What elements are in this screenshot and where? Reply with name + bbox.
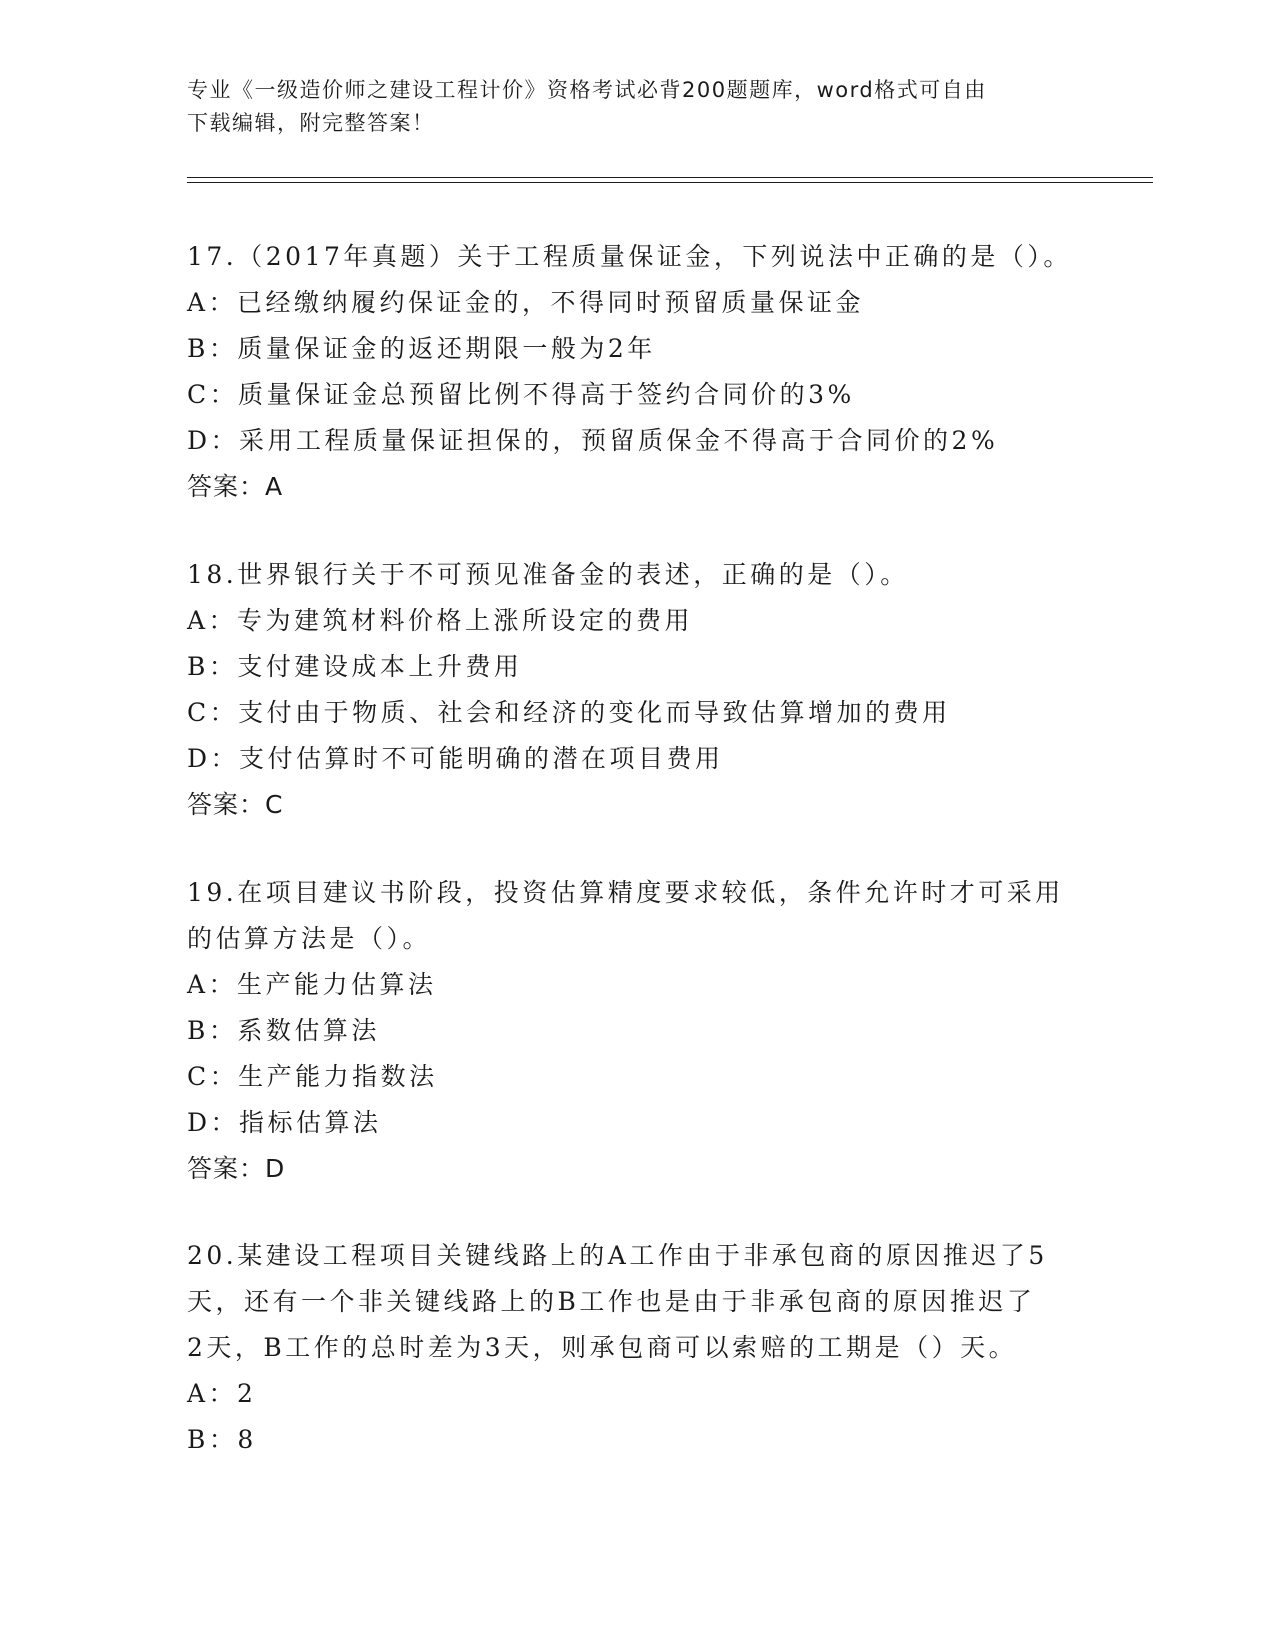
option-b: B：支付建设成本上升费用 <box>187 652 523 681</box>
question-19 <box>187 870 1087 1192</box>
answer-line: 答案：A <box>187 472 284 501</box>
question-18 <box>187 552 1087 828</box>
question-stem: 18.世界银行关于不可预见准备金的表述，正确的是（）。 <box>187 560 909 589</box>
question-stem-line-2: 天，还有一个非关键线路上的B工作也是由于非承包商的原因推迟了 <box>187 1287 1036 1316</box>
question-stem-line-2: 的估算方法是（）。 <box>187 924 432 953</box>
document-header <box>187 74 1067 140</box>
question-stem: 17.（2017年真题）关于工程质量保证金，下列说法中正确的是（）。 <box>187 242 1072 271</box>
header-divider-top <box>187 177 1153 178</box>
question-20 <box>187 1233 1087 1463</box>
option-b: B：系数估算法 <box>187 1016 380 1045</box>
option-b: B：8 <box>187 1425 257 1454</box>
option-a: A：2 <box>187 1379 257 1408</box>
answer-line: 答案：D <box>187 1154 286 1183</box>
option-c: C：支付由于物质、社会和经济的变化而导致估算增加的费用 <box>187 698 951 727</box>
header-divider-bottom <box>187 182 1153 183</box>
question-17 <box>187 234 1087 510</box>
question-stem-line-3: 2天，B工作的总时差为3天，则承包商可以索赔的工期是（）天。 <box>187 1333 1018 1362</box>
header-line-1: 专业《一级造价师之建设工程计价》资格考试必背200题题库，word格式可自由 <box>187 78 987 102</box>
header-line-2: 下载编辑，附完整答案！ <box>187 111 435 135</box>
option-a: A：专为建筑材料价格上涨所设定的费用 <box>187 606 694 635</box>
option-d: D：支付估算时不可能明确的潜在项目费用 <box>187 744 724 773</box>
option-c: C：质量保证金总预留比例不得高于签约合同价的3% <box>187 380 855 409</box>
option-a: A：已经缴纳履约保证金的，不得同时预留质量保证金 <box>187 288 865 317</box>
question-stem-line-1: 19.在项目建议书阶段，投资估算精度要求较低，条件允许时才可采用 <box>187 878 1064 907</box>
option-a: A：生产能力估算法 <box>187 970 437 999</box>
question-stem-line-1: 20.某建设工程项目关键线路上的A工作由于非承包商的原因推迟了5 <box>187 1241 1048 1270</box>
option-d: D：指标估算法 <box>187 1108 382 1137</box>
answer-line: 答案：C <box>187 790 284 819</box>
option-b: B：质量保证金的返还期限一般为2年 <box>187 334 656 363</box>
option-d: D：采用工程质量保证担保的，预留质保金不得高于合同价的2% <box>187 426 999 455</box>
option-c: C：生产能力指数法 <box>187 1062 438 1091</box>
